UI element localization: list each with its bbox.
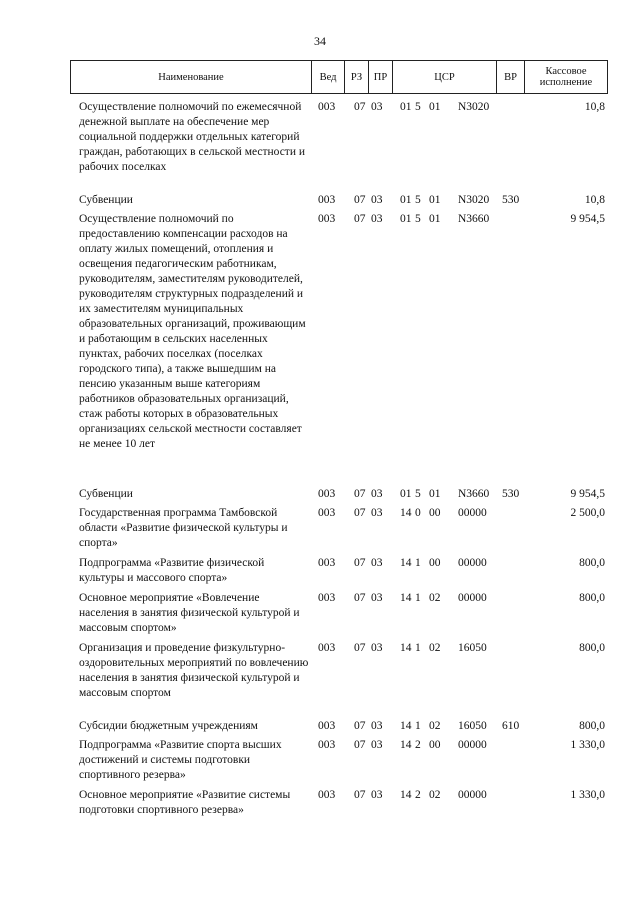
row-pr: 03 [371,739,383,751]
row-rz: 07 [354,592,366,604]
row-ved: 003 [318,789,336,801]
row-csr1: 01 [400,101,412,113]
row-csr3: 02 [429,592,441,604]
page-number: 34 [314,34,326,48]
row-csr2: 2 [415,789,421,801]
row-rz: 07 [354,101,366,113]
row-csr2: 2 [415,739,421,751]
row-pr: 03 [371,720,383,732]
row-name: Субвенции [79,488,133,500]
row-csr1: 01 [400,213,412,225]
header-csr: ЦСР [392,61,496,93]
header-sum-line1: Кассовое [545,66,587,77]
row-csr3: 02 [429,642,441,654]
row-csr1: 01 [400,194,412,206]
row-vr: 610 [502,720,520,732]
row-csr2: 5 [415,213,421,225]
row-sum: 800,0 [579,642,605,654]
header-sum-line2: исполнение [539,77,593,88]
row-vr: 530 [502,194,520,206]
row-rz: 07 [354,213,366,225]
row-csr4: 00000 [458,507,487,519]
row-csr1: 14 [400,557,412,569]
row-csr1: 14 [400,720,412,732]
row-rz: 07 [354,488,366,500]
row-name: Субвенции [79,194,133,206]
row-csr1: 14 [400,592,412,604]
row-csr1: 14 [400,642,412,654]
row-rz: 07 [354,642,366,654]
row-pr: 03 [371,101,383,113]
row-rz: 07 [354,720,366,732]
row-pr: 03 [371,194,383,206]
row-ved: 003 [318,720,336,732]
row-rz: 07 [354,194,366,206]
row-rz: 07 [354,789,366,801]
row-csr3: 01 [429,194,441,206]
row-csr4: 16050 [458,642,487,654]
row-sum: 10,8 [584,194,605,206]
row-sum: 2 500,0 [570,507,605,519]
row-csr3: 02 [429,720,441,732]
row-name: Осуществление полномочий по предоставлению компенсации расходов на оплату жилых помещений, отопления и освещения педагогическим работникам, руководителям, заместителям руководителей, руководителям структурных подразделений и их заместителям муниципальных образовательных организаций, проживающим и работающим в сельских населенных пунктах, рабочих поселках (поселках городского типа), а также вышедшим на пенсию указанным выше категориям работников образовательных организаций, стаж работы которых в образовательных организациях сельской местности составляет не менее 10 лет [79,213,306,450]
row-csr3: 01 [429,213,441,225]
row-csr4: 16050 [458,720,487,732]
row-ved: 003 [318,194,336,206]
row-csr1: 14 [400,739,412,751]
row-ved: 003 [318,213,336,225]
row-csr3: 01 [429,488,441,500]
row-sum: 800,0 [579,557,605,569]
row-csr4: 00000 [458,789,487,801]
row-csr2: 1 [415,557,421,569]
header-rz: РЗ [344,61,368,93]
row-sum: 9 954,5 [570,213,605,225]
row-sum: 10,8 [584,101,605,113]
row-ved: 003 [318,557,336,569]
row-name: Подпрограмма «Развитие спорта высших достижений и системы подготовки спортивного резерва» [79,739,282,781]
row-ved: 003 [318,101,336,113]
row-sum: 9 954,5 [570,488,605,500]
row-pr: 03 [371,557,383,569]
row-sum: 800,0 [579,720,605,732]
row-rz: 07 [354,507,366,519]
row-name: Основное мероприятие «Развитие системы подготовки спортивного резерва» [79,789,291,816]
row-ved: 003 [318,642,336,654]
header-ved: Вед [311,61,344,93]
row-pr: 03 [371,592,383,604]
row-csr3: 02 [429,789,441,801]
row-csr4: N3660 [458,488,490,500]
row-csr2: 1 [415,592,421,604]
row-pr: 03 [371,642,383,654]
row-csr3: 01 [429,101,441,113]
row-pr: 03 [371,213,383,225]
header-vr: ВР [496,61,524,93]
row-name: Организация и проведение физкультурно-оздоровительных мероприятий по вовлечению населения в занятия физической культурой и массовым спортом [79,642,309,699]
row-ved: 003 [318,739,336,751]
row-pr: 03 [371,507,383,519]
row-csr2: 5 [415,488,421,500]
row-vr: 530 [502,488,520,500]
row-pr: 03 [371,789,383,801]
row-csr3: 00 [429,739,441,751]
table-header [70,60,608,94]
row-sum: 1 330,0 [570,739,605,751]
row-name: Государственная программа Тамбовской области «Развитие физической культуры и спорта» [79,507,288,549]
row-ved: 003 [318,592,336,604]
row-csr4: N3020 [458,194,490,206]
row-csr4: 00000 [458,739,487,751]
row-csr4: N3660 [458,213,490,225]
row-csr3: 00 [429,557,441,569]
row-sum: 800,0 [579,592,605,604]
row-csr4: N3020 [458,101,490,113]
row-csr2: 5 [415,194,421,206]
row-csr4: 00000 [458,557,487,569]
row-sum: 1 330,0 [570,789,605,801]
header-pr: ПР [368,61,392,93]
row-name: Подпрограмма «Развитие физической культуры и массового спорта» [79,557,265,584]
row-csr1: 01 [400,488,412,500]
row-csr2: 1 [415,720,421,732]
row-csr2: 1 [415,642,421,654]
row-rz: 07 [354,739,366,751]
row-pr: 03 [371,488,383,500]
row-name: Субсидии бюджетным учреждениям [79,720,258,732]
row-name: Осуществление полномочий по ежемесячной денежной выплате на обеспечение мер социальной поддержки отдельных категорий граждан, работающих в сельской местности и рабочих поселках [79,101,306,173]
header-name: Наименование [158,71,224,83]
row-csr2: 0 [415,507,421,519]
row-csr1: 14 [400,507,412,519]
row-csr3: 00 [429,507,441,519]
row-rz: 07 [354,557,366,569]
row-csr2: 5 [415,101,421,113]
row-ved: 003 [318,507,336,519]
row-csr4: 00000 [458,592,487,604]
row-name: Основное мероприятие «Вовлечение населения в занятия физической культурой и массовым спортом» [79,592,300,634]
row-ved: 003 [318,488,336,500]
header-sum [524,61,607,93]
row-csr1: 14 [400,789,412,801]
